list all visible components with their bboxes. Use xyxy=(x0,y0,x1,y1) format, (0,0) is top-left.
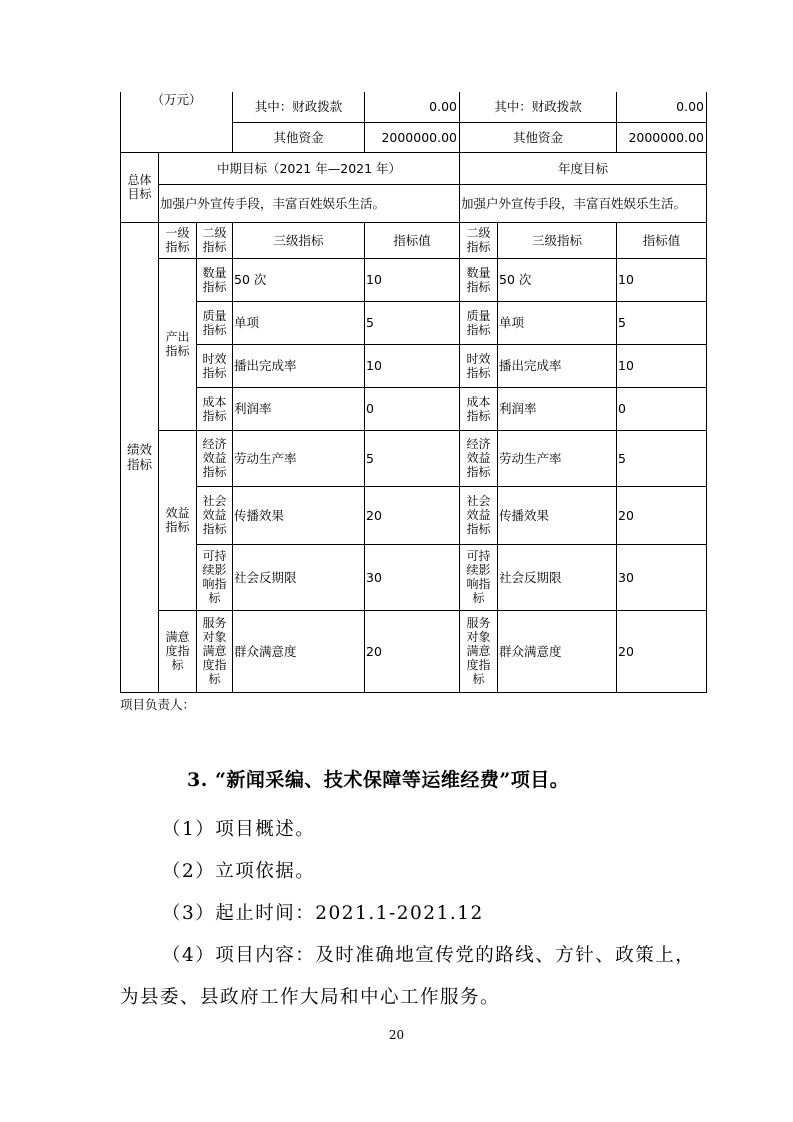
row-value-annual: 30 xyxy=(617,544,707,610)
row-level3-annual: 利润率 xyxy=(498,387,617,430)
fiscal-value-annual: 0.00 xyxy=(617,92,707,122)
overall-goal-label: 总体目标 xyxy=(121,152,159,222)
row-value-annual: 20 xyxy=(617,610,707,692)
row-value-annual: 0 xyxy=(617,387,707,430)
fiscal-label-annual: 其中：财政拨款 xyxy=(460,92,617,122)
row-level2: 时效指标 xyxy=(197,344,233,387)
project-responsible-label: 项目负责人： xyxy=(120,697,196,712)
row-level2: 数量指标 xyxy=(197,258,233,301)
row-level3-annual: 传播效果 xyxy=(498,486,617,544)
row-level3: 50 次 xyxy=(233,258,365,301)
row-value-annual: 10 xyxy=(617,258,707,301)
other-funds-value-mid: 2000000.00 xyxy=(365,122,460,152)
benefit-indicators-group: 效益指标 xyxy=(159,430,197,610)
row-level3: 播出完成率 xyxy=(233,344,365,387)
page-number: 20 xyxy=(388,1028,405,1042)
row-level2: 成本指标 xyxy=(197,387,233,430)
level2-header: 二级指标 xyxy=(197,222,233,258)
level3-header: 三级指标 xyxy=(233,222,365,258)
row-value-annual: 10 xyxy=(617,344,707,387)
row-level2-annual: 数量指标 xyxy=(460,258,498,301)
row-value: 20 xyxy=(365,610,460,692)
paragraph-period: （3）起止时间：2021.1-2021.12 xyxy=(162,903,484,924)
fiscal-label-mid: 其中：财政拨款 xyxy=(233,92,365,122)
performance-indicators-label: 绩效指标 xyxy=(121,222,159,692)
value-header: 指标值 xyxy=(365,222,460,258)
row-value: 5 xyxy=(365,430,460,486)
value-header-annual: 指标值 xyxy=(617,222,707,258)
row-value: 30 xyxy=(365,544,460,610)
row-level2-annual: 经济效益指标 xyxy=(460,430,498,486)
row-level2-annual: 质量指标 xyxy=(460,301,498,344)
other-funds-value-annual: 2000000.00 xyxy=(617,122,707,152)
row-level3-annual: 社会反期限 xyxy=(498,544,617,610)
row-level3-annual: 劳动生产率 xyxy=(498,430,617,486)
paragraph-overview: （1）项目概述。 xyxy=(162,819,316,840)
row-level2-annual: 服务对象满意度指标 xyxy=(460,610,498,692)
satisfaction-indicators-group: 满意度指标 xyxy=(159,610,197,692)
fiscal-value-mid: 0.00 xyxy=(365,92,460,122)
performance-table xyxy=(120,92,707,693)
funds-unit-label: （万元） xyxy=(121,92,233,152)
paragraph-basis: （2）立项依据。 xyxy=(162,861,316,882)
other-funds-label-annual: 其他资金 xyxy=(460,122,617,152)
row-level3-annual: 50 次 xyxy=(498,258,617,301)
paragraph-content: （4）项目内容：及时准确地宣传党的路线、方针、政策上， xyxy=(162,945,696,966)
row-level2: 质量指标 xyxy=(197,301,233,344)
row-value: 10 xyxy=(365,258,460,301)
row-level2: 可持续影响指标 xyxy=(197,544,233,610)
row-value: 20 xyxy=(365,486,460,544)
row-level3: 单项 xyxy=(233,301,365,344)
row-level3: 传播效果 xyxy=(233,486,365,544)
midterm-goal-text: 加强户外宣传手段，丰富百姓娱乐生活。 xyxy=(159,184,460,222)
row-level2: 服务对象满意度指标 xyxy=(197,610,233,692)
row-level3: 劳动生产率 xyxy=(233,430,365,486)
row-value-annual: 20 xyxy=(617,486,707,544)
row-value: 10 xyxy=(365,344,460,387)
output-indicators-group: 产出指标 xyxy=(159,258,197,430)
row-level3-annual: 单项 xyxy=(498,301,617,344)
row-level2-annual: 可持续影响指标 xyxy=(460,544,498,610)
row-level3-annual: 群众满意度 xyxy=(498,610,617,692)
annual-goal-text: 加强户外宣传手段，丰富百姓娱乐生活。 xyxy=(460,184,707,222)
row-value: 5 xyxy=(365,301,460,344)
row-level2-annual: 成本指标 xyxy=(460,387,498,430)
annual-goal-header: 年度目标 xyxy=(460,152,707,184)
row-level2: 经济效益指标 xyxy=(197,430,233,486)
level3-header-annual: 三级指标 xyxy=(498,222,617,258)
level1-header: 一级指标 xyxy=(159,222,197,258)
row-level2-annual: 社会效益指标 xyxy=(460,486,498,544)
row-level2-annual: 时效指标 xyxy=(460,344,498,387)
section-heading: 3. “新闻采编、技术保障等运维经费”项目。 xyxy=(187,769,570,791)
row-level3: 社会反期限 xyxy=(233,544,365,610)
row-value-annual: 5 xyxy=(617,301,707,344)
row-level2: 社会效益指标 xyxy=(197,486,233,544)
row-level3-annual: 播出完成率 xyxy=(498,344,617,387)
paragraph-content-cont: 为县委、县政府工作大局和中心工作服务。 xyxy=(120,987,501,1008)
row-value-annual: 5 xyxy=(617,430,707,486)
row-value: 0 xyxy=(365,387,460,430)
other-funds-label-mid: 其他资金 xyxy=(233,122,365,152)
row-level3: 利润率 xyxy=(233,387,365,430)
level2-header-annual: 二级指标 xyxy=(460,222,498,258)
row-level3: 群众满意度 xyxy=(233,610,365,692)
midterm-goal-header: 中期目标（2021 年—2021 年） xyxy=(159,152,460,184)
